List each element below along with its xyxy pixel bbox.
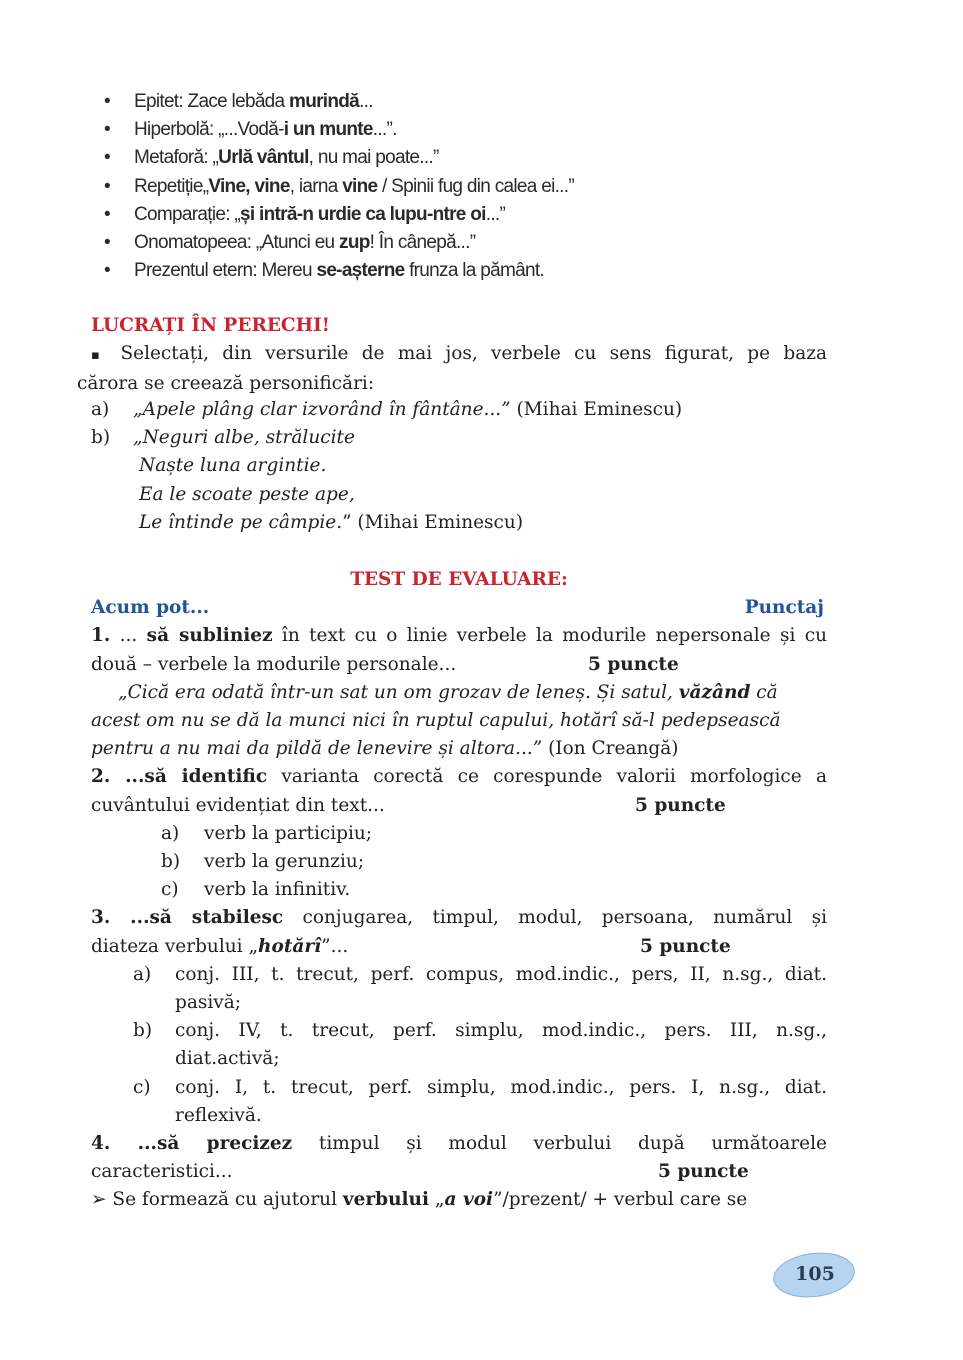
option: b) verb la gerunziu; xyxy=(161,851,365,873)
option: c) conj. I, t. trecut, perf. simplu, mod.indic., pers. I, n.sg., diat. xyxy=(133,1076,827,1098)
evaluation-test: TEST DE EVALUARE: Acum pot... Punctaj 1. ... să subliniez în text cu o linie verbele la modurile nepersonale și cu două – verbele la modurile personale... 5 puncte „Cică era odată într-un sat un om grozav de leneș. Și satul, văzând că acest om nu se dă la munci nici în ruptul capului, hotărî să-l pedepsească pentru a nu mai da pildă de lenevire și altora...” (Ion Creangă) 2. ...să identific varianta corectă ce corespunde valorii morfologice a cuvântului evidențiat din text... 5 puncte a) verb la participiu; b) verb la gerunziu; c) verb la infinitiv. 3. ...să stabilesc conjugarea, timpul, modul, persoana, numărul și diateza verbului „hotărî”... 5 puncte a) conj. III, t. trecut, perf. compus, mod.indic., pers, II, n.sg., diat. pasivă; b) conj. IV, t. trecut, perf. simplu, mod.indic., pers. III, n.sg., diat.activă; c) conj. I, t. trecut, perf. simplu, mod.indic., pers. I, n.sg., diat. reflexivă. 4. ...să precizez timpul și modul verbului după următoarele caracteristici... 5 puncte ➢ Se formează cu ajutorul verbului „a voi”/prezent/ + verbul care se xyxy=(91,566,827,1215)
verse-examples: a) „Apele plâng clar izvorând în fântâne...” (Mihai Eminescu) b) „Neguri albe, strălucite Naște luna argintie. Ea le scoate peste ape, Le întinde pe câmpie.” (Mihai Eminescu) xyxy=(91,396,827,537)
option: a) conj. III, t. trecut, perf. compus, mod.indic., pers, II, n.sg., diat. xyxy=(133,963,827,985)
question-2: 2. ...să identific varianta corectă ce corespunde valorii morfologice a xyxy=(91,766,827,788)
points: 5 puncte xyxy=(635,794,726,816)
pair-work-instructions: ▪ Selectați, din versurile de mai jos, verbele cu sens figurat, pe baza cărora se creează personificări: xyxy=(77,343,827,395)
figures-list xyxy=(104,88,824,285)
option: a) verb la participiu; xyxy=(161,822,373,844)
test-title: TEST DE EVALUARE: xyxy=(350,569,568,590)
question-1: 1. ... să subliniez în text cu o linie verbele la modurile nepersonale și cu xyxy=(91,625,827,647)
option: c) verb la infinitiv. xyxy=(161,879,351,901)
list-item: • Onomatopeea: „Atunci eu zup! În cânepă...” xyxy=(104,231,476,253)
list-item: • Epitet: Zace lebăda murindă... xyxy=(104,91,373,112)
square-bullet-icon: ▪ xyxy=(91,348,108,363)
points: 5 puncte xyxy=(640,935,731,957)
question-4: 4. ...să precizez timpul și modul verbului după următoarele xyxy=(91,1133,827,1155)
verse-a: a) „Apele plâng clar izvorând în fântâne...” (Mihai Eminescu) xyxy=(91,399,683,420)
list-item: • Prezentul etern: Mereu se-așterne frunza la pământ. xyxy=(104,260,544,282)
verse-b: b) „Neguri albe, strălucite xyxy=(91,427,355,449)
pair-work-section xyxy=(91,312,827,340)
list-item: • Hiperbolă: „...Vodă-i un munte...”. xyxy=(104,119,397,141)
page-number: 105 xyxy=(795,1263,835,1285)
page-number-badge xyxy=(773,1253,857,1297)
arrow-bullet-icon: ➢ xyxy=(91,1189,107,1211)
arrow-item: ➢ Se formează cu ajutorul verbului „a voi”/prezent/ + verbul care se xyxy=(91,1189,748,1211)
points: 5 puncte xyxy=(658,1161,749,1183)
list-item: • Metaforă: „Urlă vântul, nu mai poate...” xyxy=(104,147,439,169)
list-item: • Comparație: „și intră-n urdie ca lupu-ntre oi...” xyxy=(104,203,506,225)
punctaj-label: Punctaj xyxy=(744,597,824,619)
acum-pot-label: Acum pot... xyxy=(91,597,210,619)
section-heading: LUCRAȚI ÎN PERECHI! xyxy=(91,315,330,336)
question-3: 3. ...să stabilesc conjugarea, timpul, modul, persoana, numărul și xyxy=(91,907,828,929)
points: 5 puncte xyxy=(588,653,679,675)
creanga-quote: „Cică era odată într-un sat un om grozav de leneș. Și satul, văzând că xyxy=(118,681,778,703)
list-item: • Repetiție„Vine, vine, iarna vine / Spinii fug din calea ei...” xyxy=(104,175,574,197)
option: b) conj. IV, t. trecut, perf. simplu, mod.indic., pers. III, n.sg., xyxy=(133,1020,827,1042)
